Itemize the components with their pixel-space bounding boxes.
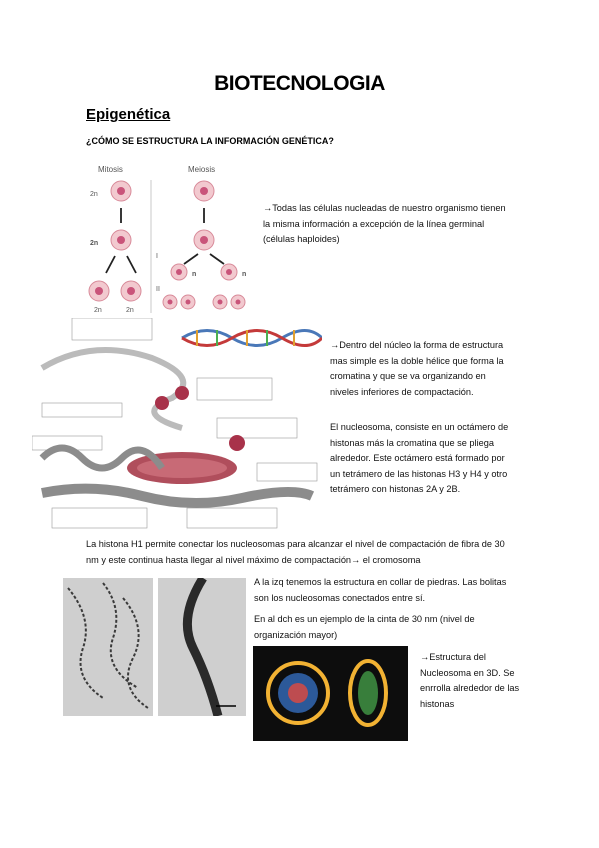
cell-nucleus [176,269,182,275]
cell-nucleus [168,300,173,305]
arrow-icon [184,254,198,264]
arrow-icon [127,256,136,273]
callout-box [187,508,277,528]
cell-nucleus [117,236,125,244]
cell-nucleus [117,187,125,195]
meiosis-label: Meiosis [188,165,216,174]
ploidy-label: n [192,271,197,278]
condensed-fiber [42,489,312,503]
ploidy-label: 2n [90,191,98,198]
document-title: BIOTECNOLOGIA [214,72,385,95]
cell-nucleus [200,187,208,195]
arrow-icon [106,256,115,273]
stage-label: I [156,253,158,260]
callout-box [257,463,317,481]
cell-nucleus [95,287,103,295]
cell-nucleus [226,269,232,275]
nucleosome-3d-image [253,646,408,741]
callout-box [217,418,297,438]
callout-box [72,318,152,340]
ploidy-label: n [242,271,247,278]
cell-nucleus [236,300,241,305]
solenoid-fiber [127,452,237,484]
paragraph-double-helix: →Dentro del núcleo la forma de estructura mas simple es la doble hélice que forma la cromatina y que se va organizando en niveles inferiores de compactación. [330,340,504,397]
callout-box [197,378,272,400]
mitosis-label: Mitosis [98,165,123,174]
fiber-30nm-micrograph [158,578,246,716]
cell-nucleus [200,236,208,244]
cell-nucleus [218,300,223,305]
ploidy-label: 2n [90,240,99,247]
arrow-icon [210,254,224,264]
stage-label: II [156,286,160,293]
cell-nucleus [127,287,135,295]
section-subtitle: Epigenética [86,106,171,123]
ploidy-label: 2n [126,307,134,314]
cell-nucleus [186,300,191,305]
ploidy-label: 2n [94,307,102,314]
paragraph-germline: →Todas las células nucleadas de nuestro organismo tienen la misma información a excepción de la línea germinal (células haploides) [263,203,506,244]
mitosis-meiosis-figure [84,158,264,318]
callout-box [42,403,122,417]
beads-on-string-micrograph [63,578,153,716]
paragraph-histone-h1: La histona H1 permite conectar los nucleosomas para alcanzar el nivel de compactación de fibra de 30 nm y este continua hasta llegar al nivel máximo de compactación→ el cromosoma [86,539,505,565]
paragraph-nucleosome: El nucleosoma, consiste en un octámero de histonas más la cromatina que se pliega alrededor. Este octámero está formado por un tetrámero de las histonas H3 y H4 y otro tetrámero con histonas 2A y 2B. [330,422,509,494]
section-question: ¿CÓMO SE ESTRUCTURA LA INFORMACIÓN GENÉTICA? [86,136,334,146]
paragraph-nucleosome-3d: →Estructura del Nucleosoma en 3D. Se enrrolla alrededor de las histonas [420,652,520,709]
paragraph-beads-on-string: A la izq tenemos la estructura en collar de piedras. Las bolitas son los nucleosomas conectados entre sí. [254,577,507,603]
dna-double-helix [182,330,322,346]
callout-box [52,508,147,528]
chromatin-compaction-figure [32,318,322,530]
paragraph-30nm-fiber: En al dch es un ejemplo de la cinta de 30 nm (nivel de organización mayor) [254,614,475,640]
